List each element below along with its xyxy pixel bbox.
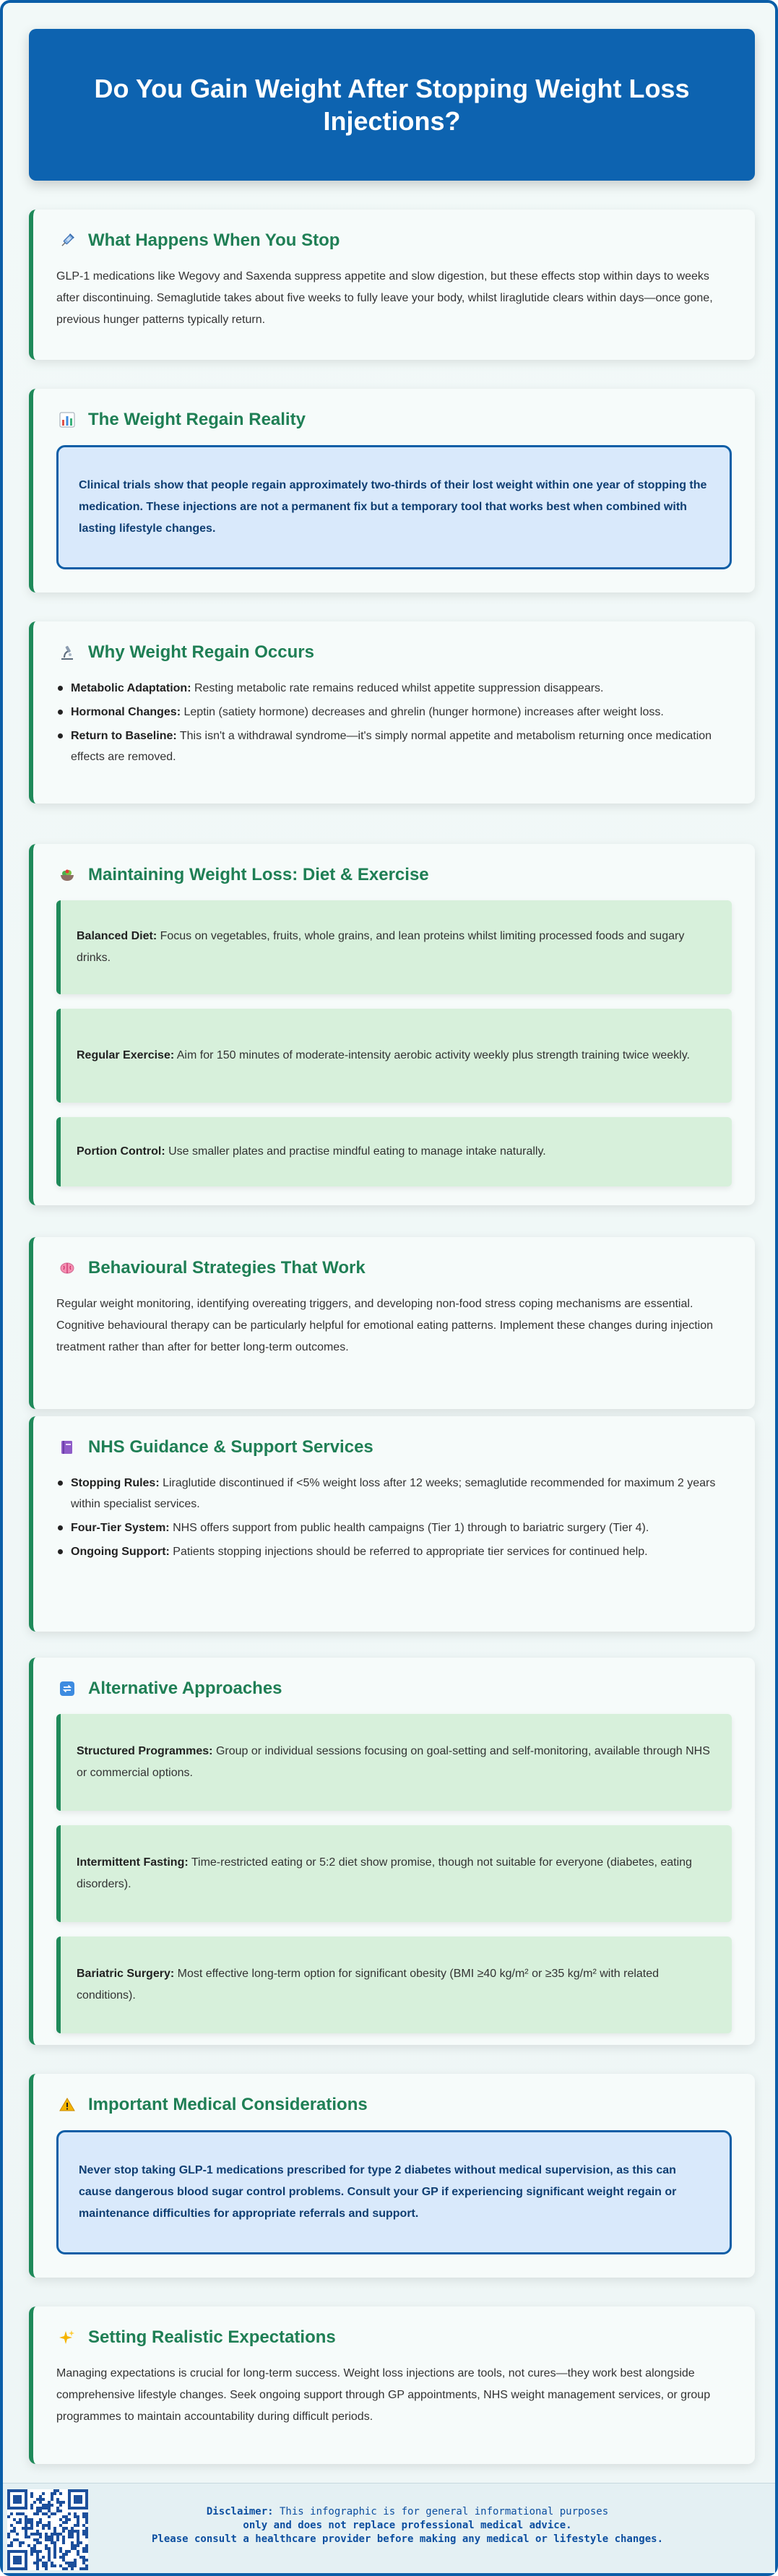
section-title: Alternative Approaches xyxy=(88,1679,282,1698)
alternative-text: Group or individual sessions focusing on goal-setting and self-monitoring, available through NHS or commercial options. xyxy=(77,1745,710,1779)
tip-text: Focus on vegetables, fruits, whole grains, and lean proteins whilst limiting processed foods and sugary drinks. xyxy=(77,930,685,964)
item-text: Liraglutide discontinued if <5% weight loss after 12 weeks; semaglutide recommended for maximum 2 years within specialist services. xyxy=(71,1477,716,1510)
section-why-regain xyxy=(29,621,755,804)
alternative-box xyxy=(56,1825,732,1922)
warning-icon xyxy=(56,2094,78,2116)
section-title: Why Weight Regain Occurs xyxy=(88,642,314,662)
tip-label: Portion Control: xyxy=(77,1145,165,1158)
qr-code-icon[interactable] xyxy=(7,2489,88,2570)
syringe-icon xyxy=(56,230,78,251)
alternative-label: Structured Programmes: xyxy=(77,1745,213,1757)
alternative-text: Most effective long-term option for significant obesity (BMI ≥40 kg/m² or ≥35 kg/m² with related conditions). xyxy=(77,1968,660,2002)
list-item xyxy=(56,1541,732,1562)
disclaimer-line-3: Please consult a healthcare provider before making any medical or lifestyle changes. xyxy=(151,2533,663,2545)
item-text: Leptin (satiety hormone) decreases and ghrelin (hunger hormone) increases after weight loss. xyxy=(181,706,664,718)
section-maintaining xyxy=(29,844,755,1205)
list-item xyxy=(56,678,732,699)
list-item xyxy=(56,702,732,723)
sparkles-icon xyxy=(56,2327,78,2348)
section-header xyxy=(56,2327,732,2348)
salad-bowl-icon xyxy=(56,864,78,886)
disclaimer-line-2: only and does not replace professional medical advice. xyxy=(243,2520,572,2531)
tip-box xyxy=(56,1009,732,1103)
item-text: This isn't a withdrawal syndrome—it's simply normal appetite and metabolism returning once medication effects are removed. xyxy=(71,730,712,763)
tip-box xyxy=(56,900,732,994)
disclaimer-line-1: This infographic is for general informational purposes xyxy=(273,2506,609,2517)
microscope-icon xyxy=(56,642,78,663)
tip-label: Balanced Diet: xyxy=(77,930,157,942)
reasons-list xyxy=(56,678,732,767)
title-banner xyxy=(29,29,755,181)
alternative-box xyxy=(56,1937,732,2033)
section-header xyxy=(56,409,732,431)
section-title: NHS Guidance & Support Services xyxy=(88,1437,373,1457)
medical-warning-callout: Never stop taking GLP-1 medications prescribed for type 2 diabetes without medical supervision, as this can cause dangerous blood sugar control problems. Consult your GP if experiencing significant weight regain or maintenance difficulties for appropriate referrals and support. xyxy=(56,2130,732,2254)
section-title: Maintaining Weight Loss: Diet & Exercise xyxy=(88,865,429,884)
book-icon xyxy=(56,1436,78,1458)
section-behavioural xyxy=(29,1237,755,1409)
item-label: Metabolic Adaptation: xyxy=(71,682,191,694)
section-expectations xyxy=(29,2306,755,2464)
section-title: What Happens When You Stop xyxy=(88,231,340,250)
item-label: Stopping Rules: xyxy=(71,1477,160,1489)
item-text: NHS offers support from public health campaigns (Tier 1) through to bariatric surgery (Tier 4). xyxy=(169,1522,649,1534)
section-header xyxy=(56,1257,732,1279)
tip-text: Aim for 150 minutes of moderate-intensity aerobic activity weekly plus strength training twice weekly. xyxy=(174,1049,690,1061)
section-header xyxy=(56,642,732,663)
alternative-box xyxy=(56,1714,732,1811)
section-regain-reality xyxy=(29,389,755,593)
footer xyxy=(3,2483,775,2573)
section-title: The Weight Regain Reality xyxy=(88,410,306,429)
tip-label: Regular Exercise: xyxy=(77,1049,175,1061)
section-header xyxy=(56,230,732,251)
section-medical xyxy=(29,2074,755,2278)
section-title: Important Medical Considerations xyxy=(88,2095,368,2114)
list-item xyxy=(56,725,732,767)
alternative-text: Time-restricted eating or 5:2 diet show promise, though not suitable for everyone (diabetes, eating disorders). xyxy=(77,1856,692,1890)
section-title: Setting Realistic Expectations xyxy=(88,2327,336,2347)
section-header xyxy=(56,864,732,886)
disclaimer-label: Disclaimer: xyxy=(206,2506,274,2517)
page-title: Do You Gain Weight After Stopping Weight Loss Injections? xyxy=(94,74,690,136)
section-body: Regular weight monitoring, identifying overeating triggers, and developing non-food stress coping mechanisms are essential. Cognitive behavioural therapy can be particularly helpful for emotional eating patterns. Implement these changes during injection treatment rather than after for better long-term outcomes. xyxy=(56,1298,713,1353)
item-label: Hormonal Changes: xyxy=(71,706,181,718)
repeat-arrows-icon xyxy=(56,1678,78,1700)
section-alternatives xyxy=(29,1658,755,2045)
key-finding-callout: Clinical trials show that people regain approximately two-thirds of their lost weight within one year of stopping the medication. These injections are not a permanent fix but a temporary tool that works best when combined with lasting lifestyle changes. xyxy=(56,445,732,569)
disclaimer xyxy=(133,2505,682,2546)
tip-text: Use smaller plates and practise mindful eating to manage intake naturally. xyxy=(165,1145,546,1158)
alternative-label: Bariatric Surgery: xyxy=(77,1968,175,1980)
section-header xyxy=(56,1678,732,1700)
section-what-happens xyxy=(29,210,755,360)
alternative-label: Intermittent Fasting: xyxy=(77,1856,189,1869)
section-header xyxy=(56,1436,732,1458)
tip-box xyxy=(56,1117,732,1186)
section-body: GLP-1 medications like Wegovy and Saxenda suppress appetite and slow digestion, but these effects stop within days to weeks after discontinuing. Semaglutide takes about five weeks to fully leave your body, whilst liraglutide clears within days—once gone, previous hunger patterns typically return. xyxy=(56,270,713,326)
section-header xyxy=(56,2094,732,2116)
item-label: Return to Baseline: xyxy=(71,730,177,742)
item-text: Patients stopping injections should be referred to appropriate tier services for continued help. xyxy=(169,1546,648,1558)
list-item xyxy=(56,1517,732,1538)
bar-chart-icon xyxy=(56,409,78,431)
item-label: Ongoing Support: xyxy=(71,1546,170,1558)
nhs-guidance-list xyxy=(56,1473,732,1562)
section-body: Managing expectations is crucial for long-term success. Weight loss injections are tools, not cures—they work best alongside comprehensive lifestyle changes. Seek ongoing support through GP appointments, NHS weight management services, or group programmes to maintain accountability during difficult periods. xyxy=(56,2367,711,2423)
section-title: Behavioural Strategies That Work xyxy=(88,1258,366,1278)
brain-icon xyxy=(56,1257,78,1279)
item-text: Resting metabolic rate remains reduced whilst appetite suppression disappears. xyxy=(191,682,604,694)
item-label: Four-Tier System: xyxy=(71,1522,170,1534)
section-nhs xyxy=(29,1416,755,1632)
list-item xyxy=(56,1473,732,1515)
